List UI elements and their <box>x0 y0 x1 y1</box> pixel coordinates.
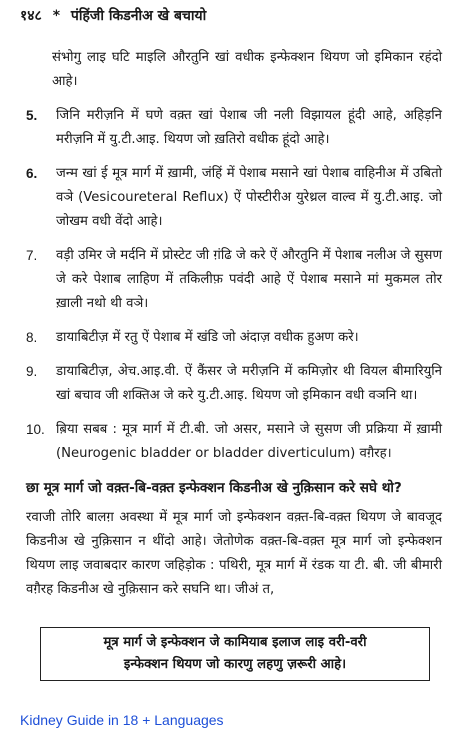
list-item <box>0 162 474 234</box>
list-text: जिनि मरीज़नि में घणे वक़्त खां पेशाब जी नली विझायल हूंदी आहे, अहिड़नि मरीज़नि में यु.टी.आइ. थियण जो ख़तिरो वधीक हूंदो आहे। <box>56 108 442 147</box>
highlight-box <box>40 627 430 681</box>
highlight-line-2: इन्फेक्शन थियण जो कारणु लहणु ज़रूरी आहे। <box>123 657 347 672</box>
list-number: 9. <box>26 364 38 379</box>
page-header <box>20 6 460 28</box>
list-number: 6. <box>26 166 38 181</box>
book-title: पंहिंजी किडनीअ खे बचायो <box>70 8 207 24</box>
list-item <box>0 418 474 466</box>
page-content <box>0 46 474 602</box>
highlight-line-1: मूत्र मार्ग जे इन्फेक्शन जे कामियाब इलाज लाइ वरी-वरी <box>103 635 367 650</box>
list-item <box>0 326 474 350</box>
list-number: 5. <box>26 108 38 123</box>
list-text: डायाबिटीज़ में रतु ऐं पेशाब में खंडि जो अंदाज़ वधीक हुअण करे। <box>56 330 359 345</box>
footer-text: Kidney Guide in 18 + Languages <box>20 712 224 728</box>
list-item <box>0 104 474 152</box>
list-text: जन्म खां ई मूत्र मार्ग में ख़ामी, जंहिं में पेशाब मसाने खां पेशाब वाहिनीअ में उबितो वञे (Vesicoureteral Reflux) ऐं पोस्टीरीअ युरेथ्रल वाल्व में यु.टी.आइ. जो जोखम वधी वेंदो आहे। <box>56 166 442 229</box>
list-number: 8. <box>26 330 38 345</box>
body-paragraph: रवाजी तोरि बालग़ अवस्था में मूत्र मार्ग जो इन्फेक्शन वक़्त-बि-वक़्त थियण जे बावजूद किडनीअ खे नुक़िसान न थींदो आहे। जेतोणेक वक़्त-बि-वक़्त मूत्र मार्ग जो इन्फेक्शन थियण लाइ जवाबदार कारण जहिड़ोक : पथिरी, मूत्र मार्ग में रंडक या टी. बी. जी बीमारी वग़ैरह किडनीअ खे नुक़िसान करे सघनि था। जीअं त, <box>26 510 442 597</box>
list-number: 7. <box>26 248 38 263</box>
section-heading: छा मूत्र मार्ग जो वक़्त-बि-वक़्त इन्फेक्शन किडनीअ खे नुक़िसान करे सघे थो? <box>26 480 402 496</box>
list-number: 10. <box>26 422 45 437</box>
list-text: ब़िया सबब : मूत्र मार्ग में टी.बी. जो असर, मसाने जे सुसण जी प्रक्रिया में ख़ामी (Neurogenic bladder or bladder diverticulum) वग़ैरह। <box>56 422 442 461</box>
list-item <box>0 244 474 316</box>
list-item <box>0 360 474 408</box>
star-separator: * <box>52 8 61 24</box>
page-number: १४८ <box>20 8 42 24</box>
list-text: वड़ी उमिर जे मर्दनि में प्रोस्टेट जी ग़ंढि जे करे ऐं औरतुनि में पेशाब नलीअ जे सुसण जे करे पेशाब लाहिण में तकिलीफ़ पवंदी आहे ऐं पेशाब मसाने मां मुकमल तोर ख़ाली नथो थी वञे। <box>56 248 442 311</box>
list-text: डायाबिटीज़, अेच.आइ.वी. ऐं कैंसर जे मरीज़नि में कमिज़ोर थी वियल बीमारियुनि खां बचाव जी शक्तिअ जे करे यु.टी.आइ. थियण जो इमिकान वधी वञनि था। <box>56 364 442 403</box>
intro-continuation: संभोगु लाइ घटि माइलि औरतुनि खां वधीक इन्फेक्शन थियण जो इमिकान रहंदो आहे। <box>52 50 442 89</box>
